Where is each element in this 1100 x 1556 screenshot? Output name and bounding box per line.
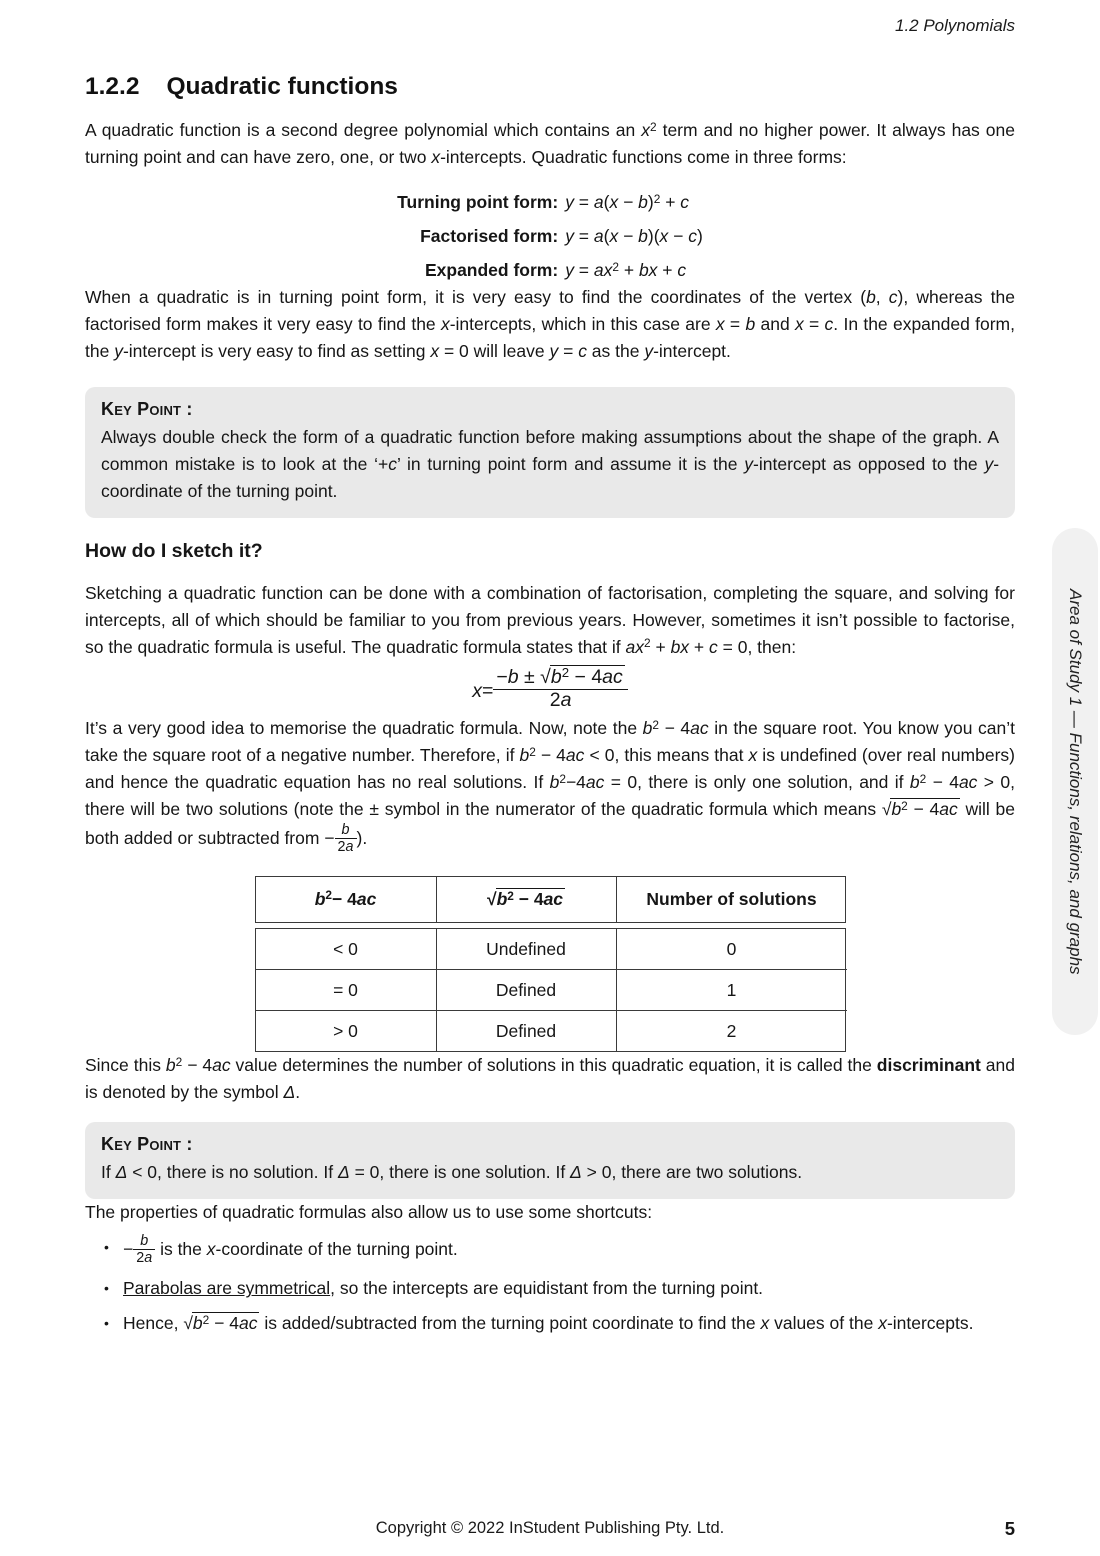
section-heading bbox=[85, 73, 1015, 101]
quadratic-formula: x = $\frac{-b \pm √b^2 - 4ac}{2a}$ bbox=[85, 669, 1015, 714]
table-header-sqrt-discriminant: $√b^2 - 4ac$ bbox=[437, 877, 617, 922]
keypoint-title: Key Point : bbox=[101, 399, 193, 420]
keypoint-box-2 bbox=[85, 1122, 1015, 1199]
table-cell: 0 bbox=[617, 929, 847, 970]
paragraph-intro: A quadratic function is a second degree polynomial which contains an $x^2$ term and no higher power. It always has one turning point and can have zero, one, or two x-intercepts. Quadratic functions come in three forms: bbox=[85, 120, 1015, 168]
page-footer bbox=[85, 1519, 1015, 1543]
table-row bbox=[256, 929, 845, 970]
paragraph-discriminant-explanation: It’s a very good idea to memorise the quadratic formula. Now, note the $b^2 - 4ac$ in the square root. You know you can’t take the square root of a negative number. Therefore, if $b^2 - 4ac < 0$, this means that x is undefined (over real numbers) and hence the quadratic equation has no real solutions. If $b^2-4ac = 0$, there is only one solution, and if $b^2 - 4ac > 0$, there will be two solutions (note the ± symbol in the numerator of the quadratic formula which means $√b^2 - 4ac$ will be both added or subtracted from − $\frac{b}{2a}$ ). bbox=[85, 717, 1015, 856]
footer-copyright: Copyright © 2022 InStudent Publishing Pty. Ltd. bbox=[375, 1519, 725, 1537]
chapter-side-tab-label: Area of Study 1 — Functions, relations, and graphs bbox=[1066, 588, 1085, 975]
shortcuts-bullet-list bbox=[85, 1234, 1015, 1337]
section-number: 1.2.2 bbox=[85, 73, 140, 100]
section-title: Quadratic functions bbox=[166, 73, 398, 100]
keypoint-box-1 bbox=[85, 387, 1015, 518]
chapter-side-tab bbox=[1052, 528, 1098, 1035]
form-equation-factorised: y = a(x − b)(x − c) bbox=[565, 226, 703, 247]
table-header-discriminant: b 2 − 4 ac bbox=[256, 877, 437, 922]
paragraph-shortcuts-intro: The properties of quadratic formulas also allow us to use some shortcuts: bbox=[85, 1202, 653, 1223]
bullet-item: • − $\frac{b}{2a}$ is the x-coordinate of the turning point. bbox=[123, 1234, 1015, 1267]
page-number: 5 bbox=[1004, 1518, 1015, 1539]
table-header-number-of-solutions: Number of solutions bbox=[646, 889, 817, 910]
paragraph-forms-explanation: When a quadratic is in turning point form, it is very easy to find the coordinates of the vertex (b, c), whereas the factorised form makes it very easy to find the x-intercepts, which in this case are x = b and x = c. In the expanded form, the y-intercept is very easy to find as setting x = 0 will leave y = c as the y-intercept. bbox=[85, 287, 1015, 362]
table-cell: 1 bbox=[617, 970, 847, 1011]
solutions-table bbox=[255, 876, 846, 1052]
table-row bbox=[256, 1011, 845, 1051]
bullet-item: • Parabolas are symmetrical, so the intercepts are equidistant from the turning point. bbox=[123, 1275, 1015, 1302]
keypoint-title: Key Point : bbox=[101, 1134, 193, 1155]
table-cell: < 0 bbox=[256, 929, 437, 970]
page-content bbox=[85, 0, 1015, 1337]
table-header-row bbox=[255, 876, 846, 923]
quadratic-forms-block bbox=[85, 189, 1015, 284]
table-cell: = 0 bbox=[256, 970, 437, 1011]
table-cell: 2 bbox=[726, 1020, 737, 1041]
bullet-item: • Hence, $√b^2 - 4ac$ is added/subtracted from the turning point coordinate to find the x values of the x-intercepts. bbox=[123, 1310, 1015, 1337]
form-label-factorised: Factorised form: bbox=[420, 226, 559, 247]
table-row bbox=[256, 877, 845, 922]
keypoint-body: If Δ < 0, there is no solution. If Δ = 0, there is one solution. If Δ > 0, there are two solutions. bbox=[101, 1162, 803, 1183]
table-cell: > 0 bbox=[256, 1011, 437, 1051]
table-cell: Undefined bbox=[437, 929, 617, 970]
running-header: 1.2 Polynomials bbox=[894, 16, 1015, 35]
keypoint-body: Always double check the form of a quadratic function before making assumptions about the shape of the graph. A common mistake is to look at the ‘+c’ in turning point form and assume it is the y-intercept as opposed to the y-coordinate of the turning point. bbox=[101, 427, 1000, 502]
table-cell: Defined bbox=[437, 1011, 617, 1051]
subheading-how-to-sketch: How do I sketch it? bbox=[85, 540, 263, 563]
paragraph-discriminant-name: Since this $b^2 - 4ac$ value determines the number of solutions in this quadratic equation, it is called the discriminant and is denoted by the symbol Δ. bbox=[85, 1055, 1015, 1103]
table-row bbox=[256, 970, 845, 1011]
table-body bbox=[255, 928, 846, 1052]
table-cell: Defined bbox=[437, 970, 617, 1011]
form-label-expanded: Expanded form: bbox=[424, 260, 559, 281]
form-label-turning-point: Turning point form: bbox=[397, 192, 559, 213]
paragraph-sketching: Sketching a quadratic function can be done with a combination of factorisation, completing the square, and solving for intercepts, all of which should be familiar to you from previous years. However, sometimes it isn’t possible to factorise, so the quadratic formula is useful. The quadratic formula states that if $ax^2$ + bx + c = 0, then: bbox=[85, 582, 1015, 657]
form-equation-expanded: $y = ax^2$ + bx + c bbox=[565, 260, 687, 281]
form-equation-turning-point: $y = a(x - b)^2 + c$ bbox=[565, 192, 690, 213]
